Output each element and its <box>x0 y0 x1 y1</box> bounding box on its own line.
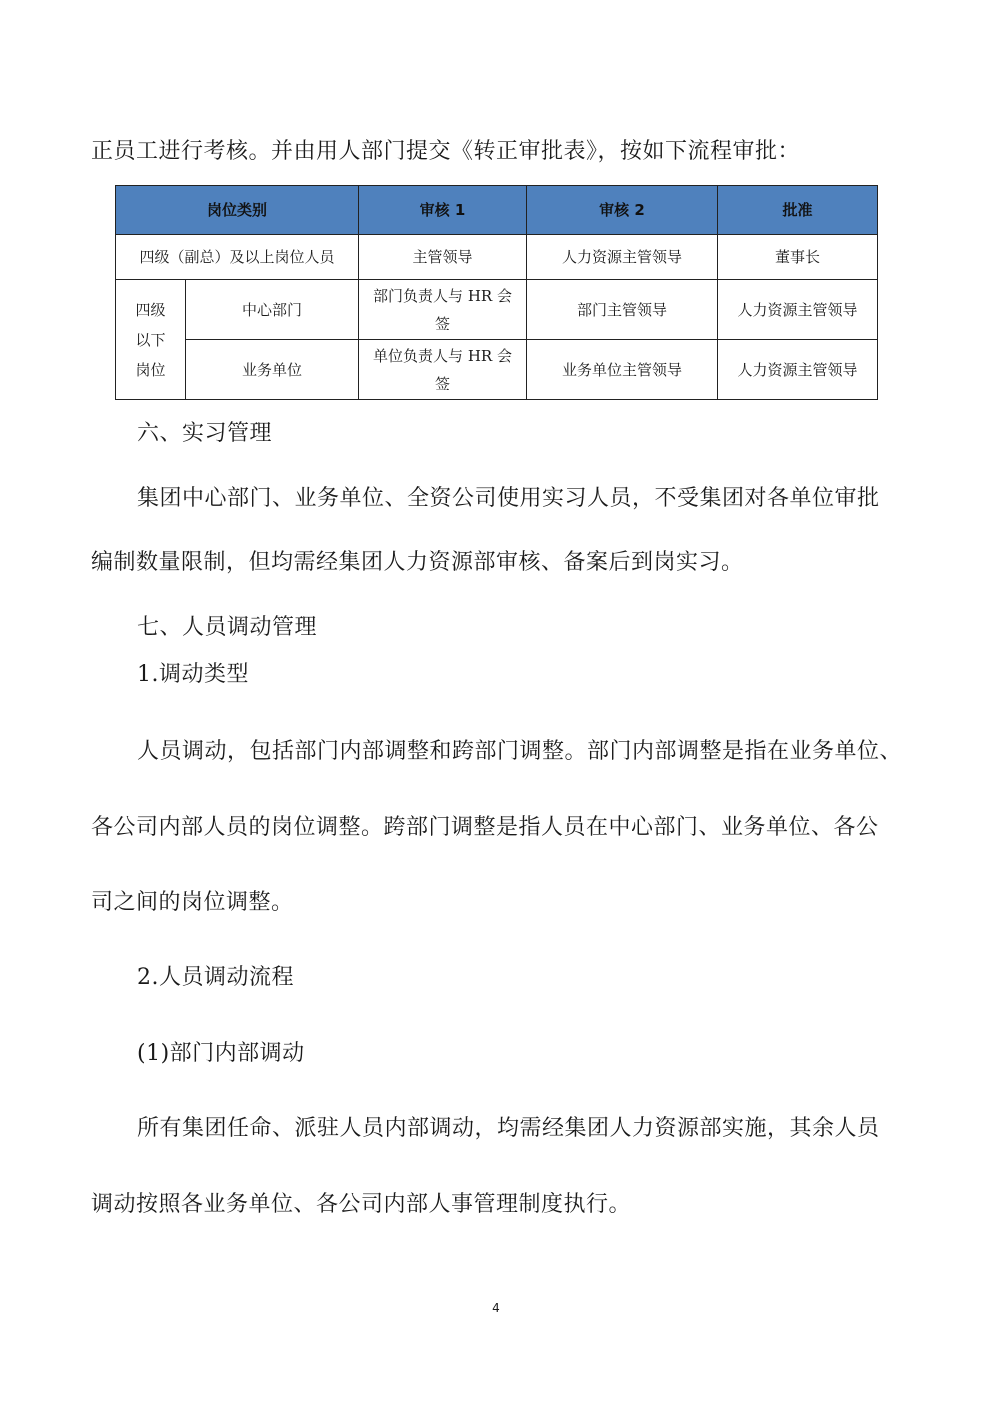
section7-heading: 七、人员调动管理 <box>137 615 318 640</box>
row1-category: 四级（副总）及以上岗位人员 <box>116 235 359 280</box>
row2-review1 <box>359 280 527 340</box>
section7-para2-line1: 所有集团任命、派驻人员内部调动，均需经集团人力资源部实施，其余人员 <box>137 1116 880 1141</box>
row1-review1: 主管领导 <box>359 235 527 280</box>
row3-review2: 业务单位主管领导 <box>527 340 718 400</box>
section7-para1-line3: 司之间的岗位调整。 <box>91 890 294 915</box>
header-review1: 审核 1 <box>359 186 527 235</box>
section7-sub1: 1.调动类型 <box>137 662 249 687</box>
row3-sub-category: 业务单位 <box>186 340 359 400</box>
table-row <box>116 280 878 340</box>
section6-heading: 六、实习管理 <box>137 421 273 446</box>
header-approve: 批准 <box>718 186 878 235</box>
row3-review1-text: 单位负责人与 HR 会签 <box>373 346 512 393</box>
row1-review2: 人力资源主管领导 <box>527 235 718 280</box>
section7-para2-line2: 调动按照各业务单位、各公司内部人事管理制度执行。 <box>91 1192 632 1217</box>
section7-sub2-1: (1)部门内部调动 <box>137 1041 305 1066</box>
group-label: 四级以下岗位 <box>135 300 166 379</box>
row3-review1 <box>359 340 527 400</box>
intro-line: 正员工进行考核。并由用人部门提交《转正审批表》，按如下流程审批： <box>91 139 801 164</box>
table-row <box>116 340 878 400</box>
row2-sub-category: 中心部门 <box>186 280 359 340</box>
header-category: 岗位类别 <box>116 186 359 235</box>
section6-para-line1: 集团中心部门、业务单位、全资公司使用实习人员，不受集团对各单位审批 <box>137 486 880 511</box>
header-review2: 审核 2 <box>527 186 718 235</box>
section6-para-line2: 编制数量限制，但均需经集团人力资源部审核、备案后到岗实习。 <box>91 550 744 575</box>
row3-approve: 人力资源主管领导 <box>718 340 878 400</box>
group-label-cell <box>116 280 186 400</box>
row2-approve: 人力资源主管领导 <box>718 280 878 340</box>
row2-review2: 部门主管领导 <box>527 280 718 340</box>
section7-sub2: 2.人员调动流程 <box>137 965 294 990</box>
row1-approve: 董事长 <box>718 235 878 280</box>
page-number: 4 <box>492 1301 500 1315</box>
section7-para1-line1: 人员调动，包括部门内部调整和跨部门调整。部门内部调整是指在业务单位、 <box>137 739 903 764</box>
row2-review1-text: 部门负责人与 HR 会签 <box>373 286 512 333</box>
section7-para1-line2: 各公司内部人员的岗位调整。跨部门调整是指人员在中心部门、业务单位、各公 <box>91 815 879 840</box>
table-row <box>116 235 878 280</box>
approval-flow-table <box>115 185 878 400</box>
table-header-row <box>116 186 878 235</box>
